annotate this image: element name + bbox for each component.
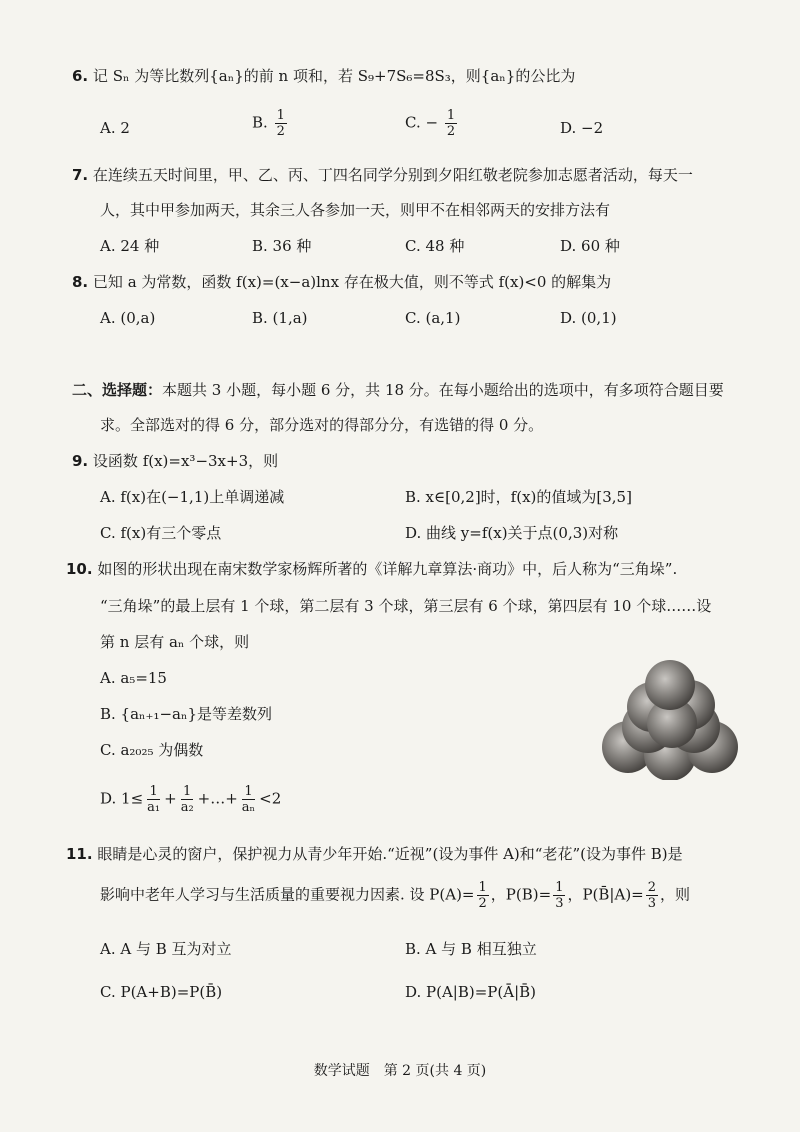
q7-option-c: C. 48 种 <box>405 237 465 255</box>
q11-text-line2-part-d: ，则 <box>660 885 691 904</box>
section2-title: 二、选择题： <box>72 381 163 399</box>
q11-option-c: C. P(A+B)=P(B̄) <box>100 983 223 1001</box>
q6-option-c-denominator: 2 <box>446 124 456 139</box>
q7-text-line2: 人，其中甲参加两天，其余三人各参加一天，则甲不在相邻两天的安排方法有 <box>100 201 611 219</box>
q7-number: 7. <box>72 166 89 184</box>
q11-frac-pa <box>477 880 489 911</box>
q10-option-c: C. a₂₀₂₅ 为偶数 <box>100 741 204 759</box>
q9-text: 设函数 f(x)=x³−3x+3，则 <box>92 452 279 470</box>
q10-option-d-frac2 <box>179 784 196 815</box>
q6-option-b <box>252 108 289 139</box>
q10-text-line1: 如图的形状出现在南宋数学家杨辉所著的《详解九章算法·商功》中，后人称为“三角垛”. <box>97 560 678 578</box>
q6-option-b-denominator: 2 <box>276 124 285 139</box>
q6-option-a: A. 2 <box>100 119 130 137</box>
q11-frac-pb-numerator: 1 <box>555 880 564 895</box>
q7-option-d: D. 60 种 <box>560 237 620 255</box>
q6-text: 记 Sₙ 为等比数列{aₙ}的前 n 项和，若 S₉+7S₆=8S₃，则{aₙ}的公比为 <box>92 67 576 85</box>
q8-option-a: A. (0,a) <box>100 309 156 327</box>
q10-option-a: A. a₅=15 <box>100 669 167 687</box>
q10-option-d-plus: + <box>164 789 177 808</box>
section2-line1 <box>72 378 724 402</box>
q10-option-d-frac1-numerator: 1 <box>149 784 158 799</box>
q10-stem-line1 <box>66 557 677 581</box>
q11-text-line2-part-a: 影响中老年人学习与生活质量的重要视力因素. 设 P(A)= <box>100 885 475 904</box>
q8-number: 8. <box>72 273 89 291</box>
q10-option-d-ellipsis: +…+ <box>197 789 238 808</box>
q10-number: 10. <box>66 560 93 578</box>
q11-text-line2 <box>100 880 690 911</box>
section2-text-line2: 求。全部选对的得 6 分，部分选对的得部分分，有选错的得 0 分。 <box>100 416 544 434</box>
q10-option-d-frac2-numerator: 1 <box>183 784 192 799</box>
q11-text-line2-part-b: ，P(B)= <box>490 885 552 904</box>
q9-option-b: B. x∈[0,2]时，f(x)的值域为[3,5] <box>405 488 632 506</box>
q6-option-b-numerator: 1 <box>276 108 285 123</box>
q8-option-b: B. (1,a) <box>252 309 308 327</box>
q11-option-d: D. P(A|B)=P(Ā|B̄) <box>405 983 537 1001</box>
q6-option-c-label: C. − <box>405 113 439 132</box>
q10-option-d-frac2-denominator: a₂ <box>180 800 194 815</box>
q11-text-line1: 眼睛是心灵的窗户，保护视力从青少年开始.“近视”(设为事件 A)和“老花”(设为事件 B)是 <box>97 845 683 863</box>
q11-frac-pa-denominator: 2 <box>478 896 487 911</box>
q10-option-d-label: D. 1≤ <box>100 789 144 808</box>
q11-frac-pbna-numerator: 2 <box>647 880 657 895</box>
q11-stem-line1 <box>66 842 683 866</box>
q7-stem-line1 <box>72 163 693 187</box>
q7-text-line1: 在连续五天时间里，甲、乙、丙、丁四名同学分别到夕阳红敬老院参加志愿者活动，每天一 <box>92 166 693 184</box>
q9-number: 9. <box>72 452 89 470</box>
q10-option-d <box>100 784 281 815</box>
page-footer: 数学试题 第 2 页(共 4 页) <box>313 1063 487 1079</box>
q11-option-a: A. A 与 B 互为对立 <box>100 940 232 958</box>
q6-number: 6. <box>72 67 89 85</box>
q7-option-a: A. 24 种 <box>100 237 160 255</box>
q6-stem <box>72 64 575 88</box>
q10-option-d-frac1-denominator: a₁ <box>147 800 161 815</box>
q11-text-line2-part-c: ，P(B̄|A)= <box>567 885 644 904</box>
q6-option-c <box>405 108 459 139</box>
q9-stem <box>72 449 278 473</box>
triangular-pile-figure <box>600 655 740 780</box>
q10-text-line3: 第 n 层有 aₙ 个球，则 <box>100 633 250 651</box>
q9-option-d: D. 曲线 y=f(x)关于点(0,3)对称 <box>405 524 619 542</box>
q10-text-line2: “三角垛”的最上层有 1 个球，第二层有 3 个球，第三层有 6 个球，第四层有 10 个球……设 <box>100 597 712 615</box>
q6-option-c-fraction <box>445 108 457 139</box>
q10-option-b: B. {aₙ₊₁−aₙ}是等差数列 <box>100 705 273 723</box>
q9-option-c: C. f(x)有三个零点 <box>100 524 222 542</box>
q11-frac-pa-numerator: 1 <box>478 880 487 895</box>
q10-option-d-frac3-numerator: 1 <box>244 784 253 799</box>
q6-option-b-fraction <box>275 108 287 139</box>
q10-option-d-frac1 <box>145 784 162 815</box>
q6-option-b-label: B. <box>252 113 268 132</box>
q10-option-d-suffix: <2 <box>259 789 282 808</box>
q7-option-b: B. 36 种 <box>252 237 312 255</box>
q11-frac-pb-denominator: 3 <box>555 896 564 911</box>
q11-frac-pb <box>553 880 565 911</box>
q11-frac-pbna <box>646 880 658 911</box>
q8-text: 已知 a 为常数，函数 f(x)=(x−a)lnx 存在极大值，则不等式 f(x)<0 的解集为 <box>92 273 612 291</box>
q11-frac-pbna-denominator: 3 <box>647 896 657 911</box>
q6-option-c-numerator: 1 <box>446 108 456 123</box>
q11-number: 11. <box>66 845 93 863</box>
q11-option-b: B. A 与 B 相互独立 <box>405 940 537 958</box>
q9-option-a: A. f(x)在(−1,1)上单调递减 <box>100 488 285 506</box>
q8-option-d: D. (0,1) <box>560 309 617 327</box>
q10-option-d-frac3 <box>240 784 257 815</box>
q10-option-d-frac3-denominator: aₙ <box>241 800 256 815</box>
q6-option-d: D. −2 <box>560 119 604 137</box>
q8-option-c: C. (a,1) <box>405 309 461 327</box>
ball <box>645 660 695 710</box>
q8-stem <box>72 270 611 294</box>
section2-text-line1: 本题共 3 小题，每小题 6 分，共 18 分。在每小题给出的选项中，有多项符合题目要 <box>162 381 724 399</box>
